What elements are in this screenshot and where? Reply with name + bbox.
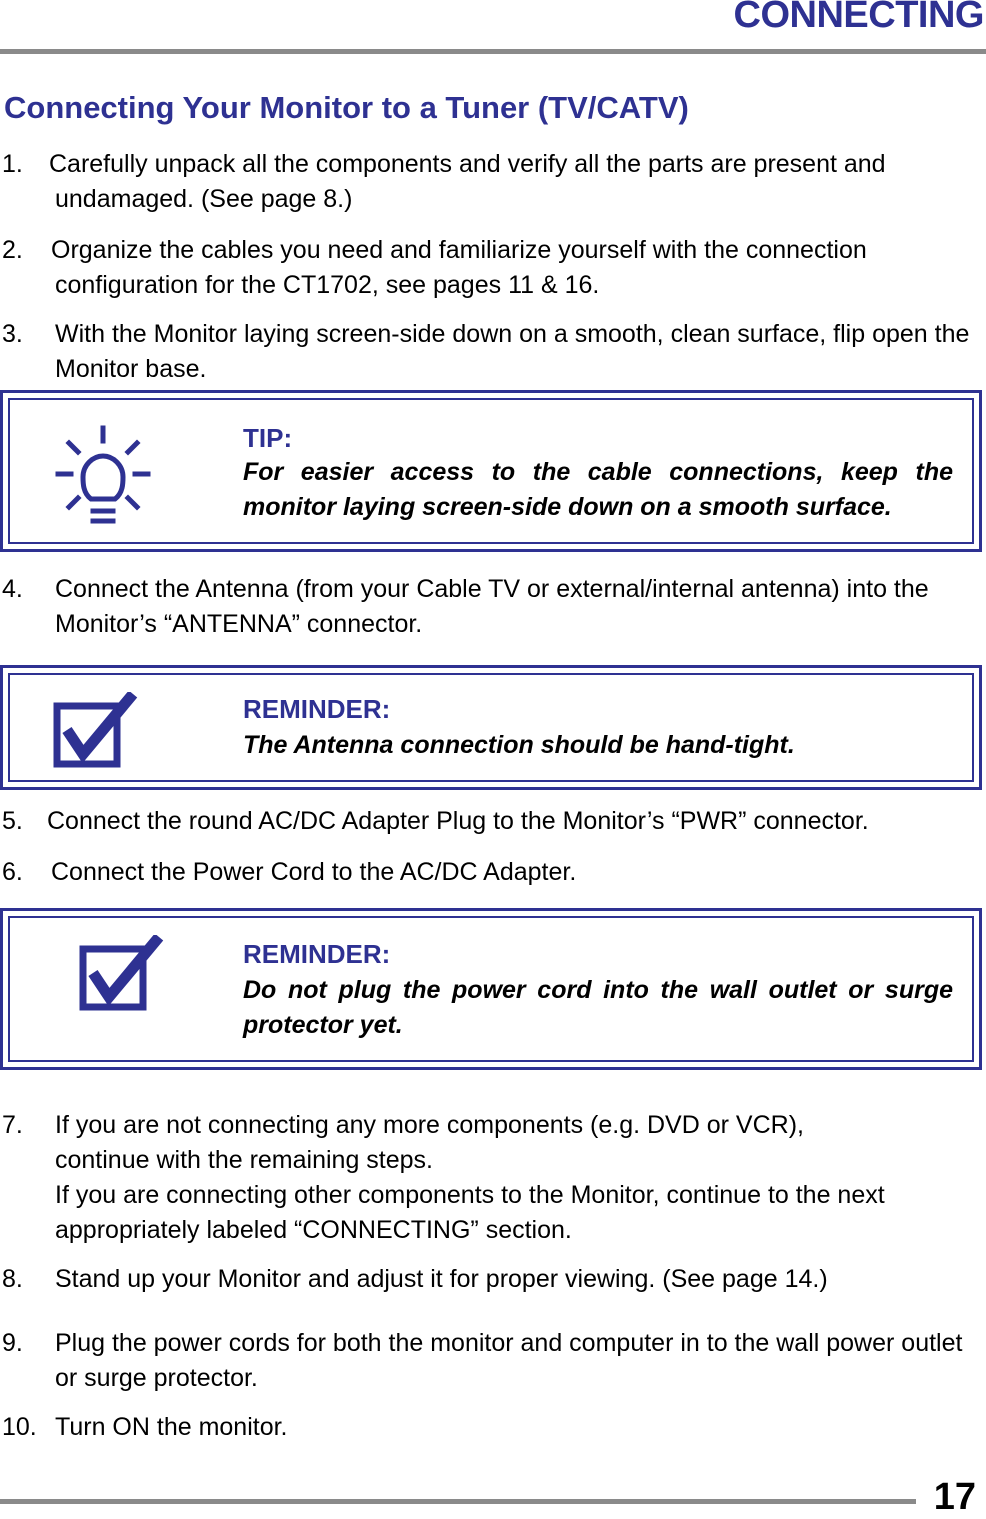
step-text: Organize the cables you need and familiarize yourself with the connection configuration for the CT1702, see pages 11 & 16.: [51, 236, 867, 299]
reminder-callout-antenna: [0, 665, 982, 790]
footer-divider: [0, 1499, 916, 1504]
callout-heading: TIP:: [243, 423, 293, 453]
page-number: 17: [933, 1476, 976, 1518]
callout-body: The Antenna connection should be hand-tight.: [243, 731, 795, 759]
step-text: Plug the power cords for both the monitor and computer in to the wall power outlet or surge protector.: [55, 1329, 963, 1392]
section-title: Connecting Your Monitor to a Tuner (TV/CATV): [4, 90, 689, 125]
step-number: 4.: [2, 575, 23, 603]
step-number: 1.: [2, 150, 23, 178]
step-number: 7.: [2, 1111, 23, 1139]
callout-body: For easier access to the cable connections, keep the monitor laying screen-side down on a smooth surface.: [243, 458, 953, 521]
step-number: 2.: [2, 236, 23, 264]
header-title: CONNECTING: [733, 0, 984, 36]
callout-heading: REMINDER:: [243, 694, 391, 724]
step-number: 10.: [2, 1413, 37, 1441]
header-divider: [0, 49, 986, 54]
step-number: 5.: [2, 807, 23, 835]
step-number: 8.: [2, 1265, 23, 1293]
lightbulb-icon: [53, 423, 153, 528]
tip-callout: [0, 390, 982, 552]
callout-heading: REMINDER:: [243, 939, 391, 969]
step-text: Connect the Antenna (from your Cable TV or external/internal antenna) into the Monitor’s “ANTENNA” connector.: [55, 575, 929, 638]
step-number: 9.: [2, 1329, 23, 1357]
step-text: Carefully unpack all the components and verify all the parts are present and undamaged. (See page 8.): [49, 150, 886, 213]
step-text: Stand up your Monitor and adjust it for proper viewing. (See page 14.): [55, 1265, 828, 1293]
step-number: 6.: [2, 858, 23, 886]
callout-body: Do not plug the power cord into the wall outlet or surge protector yet.: [243, 976, 974, 1039]
step-text: Turn ON the monitor.: [55, 1413, 288, 1441]
step-text: Connect the Power Cord to the AC/DC Adapter.: [51, 858, 577, 886]
step-text: If you are connecting other components to the Monitor, continue to the next appropriately labeled “CONNECTING” section.: [55, 1181, 885, 1244]
step-number: 3.: [2, 320, 23, 348]
reminder-callout-power: [0, 908, 982, 1070]
step-text: If you are not connecting any more components (e.g. DVD or VCR), continue with the remaining steps.: [55, 1111, 804, 1174]
step-text: With the Monitor laying screen-side down on a smooth, clean surface, flip open the Monitor base.: [55, 320, 970, 383]
checkbox-icon: [53, 692, 143, 772]
step-text: Connect the round AC/DC Adapter Plug to the Monitor’s “PWR” connector.: [47, 807, 869, 835]
checkbox-icon: [79, 935, 169, 1015]
